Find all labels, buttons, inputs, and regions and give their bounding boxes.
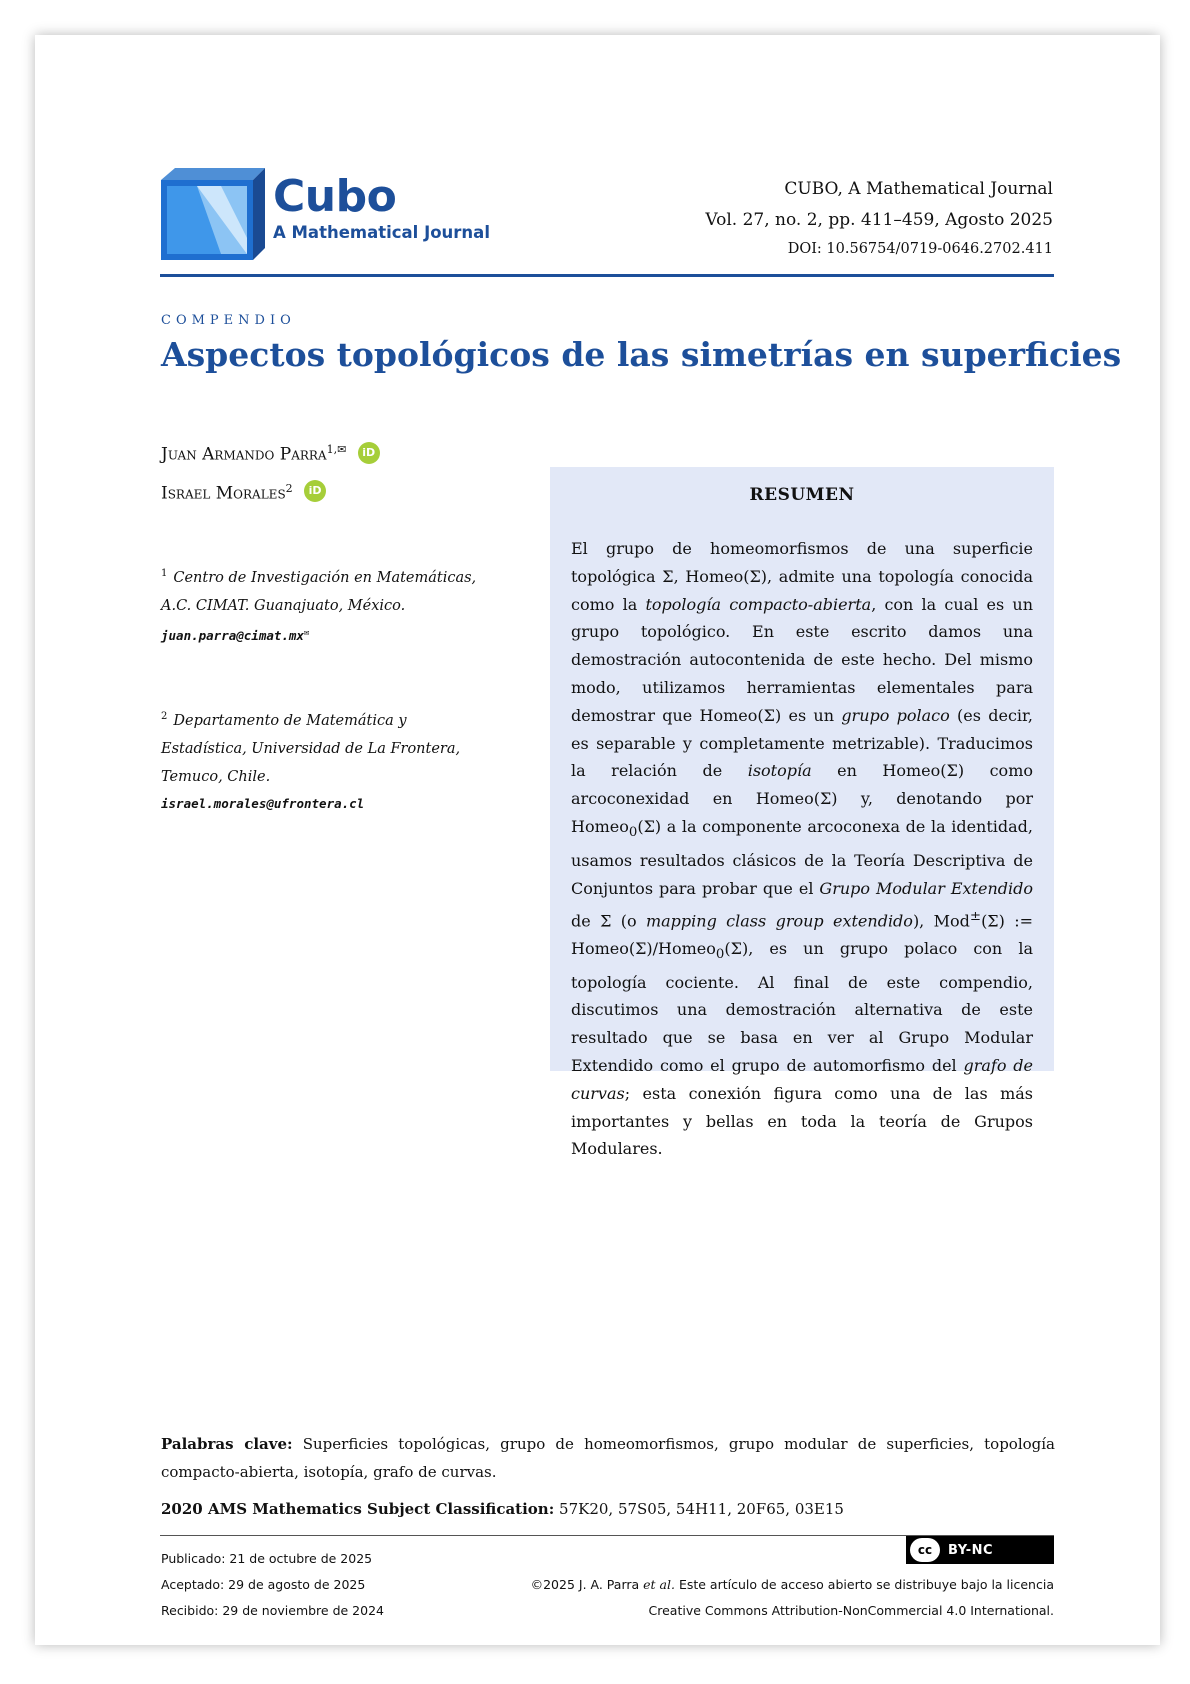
section-label: COMPENDIO: [161, 313, 296, 328]
keywords-label: Palabras clave:: [161, 1435, 293, 1453]
affiliation-number: 2: [161, 711, 168, 722]
orcid-icon[interactable]: iD: [358, 442, 380, 464]
journal-doi[interactable]: DOI: 10.56754/0719-0646.2702.411: [787, 241, 1053, 257]
journal-logo: [161, 168, 491, 262]
license-line-2[interactable]: Creative Commons Attribution-NonCommercial 4.0 International.: [648, 1603, 1054, 1618]
abstract-text: El grupo de homeomorfismos de una superficie topológica Σ, Homeo(Σ), admite una topología conocida como la topología compacto-abierta, con la cual es un grupo topológico. En este escrito damos una demostración autocontenida de este hecho. Del mismo modo, utilizamos herramientas elementales para demostrar que Homeo(Σ) es un grupo polaco (es decir, es separable y completamente metrizable). Traducimos la relación de isotopía en Homeo(Σ) como arcoconexidad en Homeo(Σ) y, denotando por Homeo$_0$(Σ) a la componente arcoconexa de la identidad, usamos resultados clásicos de la Teoría Descriptiva de Conjuntos para probar que el Grupo Modular Extendido de Σ (o mapping class group extendido), Mod±(Σ) := Homeo(Σ)/Homeo$_0$(Σ), es un grupo polaco con la topología cociente. Al final de este compendio, discutimos una demostración alternativa de este resultado que se basa en ver al Grupo Modular Extendido como el grupo de automorfismo del grafo de curvas; esta conexión figura como una de las más importantes y bellas en toda la teoría de Grupos Modulares.: [571, 539, 1034, 1159]
page: [35, 35, 1160, 1645]
received-date: Recibido: 29 de noviembre de 2024: [161, 1603, 384, 1618]
accepted-date: Aceptado: 29 de agosto de 2025: [161, 1577, 366, 1592]
msc-classification: [161, 1500, 1055, 1518]
msc-codes: 57K20, 57S05, 54H11, 20F65, 03E15: [559, 1500, 844, 1518]
cc-icon: cc: [910, 1538, 940, 1562]
abstract-box: [550, 467, 1054, 1159]
paper-title: Aspectos topológicos de las simetrías en superficies: [161, 335, 1122, 374]
keywords-text: Superficies topológicas, grupo de homeomorfismos, grupo modular de superficies, topología compacto-abierta, isotopía, grafo de curvas.: [161, 1435, 1055, 1481]
published-date: Publicado: 21 de octubre de 2025: [161, 1551, 373, 1566]
abstract-heading: RESUMEN: [749, 485, 855, 505]
affiliation-1: [161, 560, 491, 649]
publication-dates: [161, 1546, 384, 1624]
author-name: Juan Armando Parra: [161, 444, 327, 465]
affiliation-number: 1: [161, 568, 168, 579]
logo-name: Cubo: [273, 171, 397, 222]
journal-volume: Vol. 27, no. 2, pp. 411–459, Agosto 2025: [705, 210, 1053, 230]
author-1: [161, 433, 481, 472]
cc-by-nc-badge[interactable]: [906, 1536, 1054, 1564]
author-superscript: 1,✉: [326, 443, 347, 456]
affiliation-2: [161, 703, 491, 817]
license-text: [434, 1572, 1054, 1624]
journal-info: [633, 173, 1053, 263]
cc-badge-text: BY-NC: [948, 1542, 994, 1558]
affiliation-text: Centro de Investigación en Matemáticas, A.C. CIMAT. Guanajuato, México.: [161, 569, 477, 614]
mail-icon: ✉: [304, 627, 310, 638]
author-email[interactable]: israel.morales@ufrontera.cl: [161, 795, 365, 811]
author-2: [161, 472, 481, 511]
author-name: Israel Morales: [161, 483, 286, 504]
author-superscript: 2: [285, 481, 293, 495]
keywords: [161, 1430, 1055, 1486]
author-list: [161, 433, 481, 510]
author-email[interactable]: juan.parra@cimat.mx✉: [161, 627, 310, 643]
cube-logo-icon: [161, 168, 265, 260]
msc-label: 2020 AMS Mathematics Subject Classification:: [161, 1500, 555, 1518]
logo-subtitle: A Mathematical Journal: [273, 223, 490, 242]
journal-name: CUBO, A Mathematical Journal: [784, 179, 1053, 199]
orcid-icon[interactable]: iD: [304, 480, 326, 502]
header-divider: [160, 274, 1054, 277]
affiliation-text: Departamento de Matemática y Estadística, Universidad de La Frontera, Temuco, Chile.: [161, 712, 461, 785]
license-line-1: ©2025 J. A. Parra et al. Este artículo de acceso abierto se distribuye bajo la licencia: [530, 1577, 1054, 1592]
